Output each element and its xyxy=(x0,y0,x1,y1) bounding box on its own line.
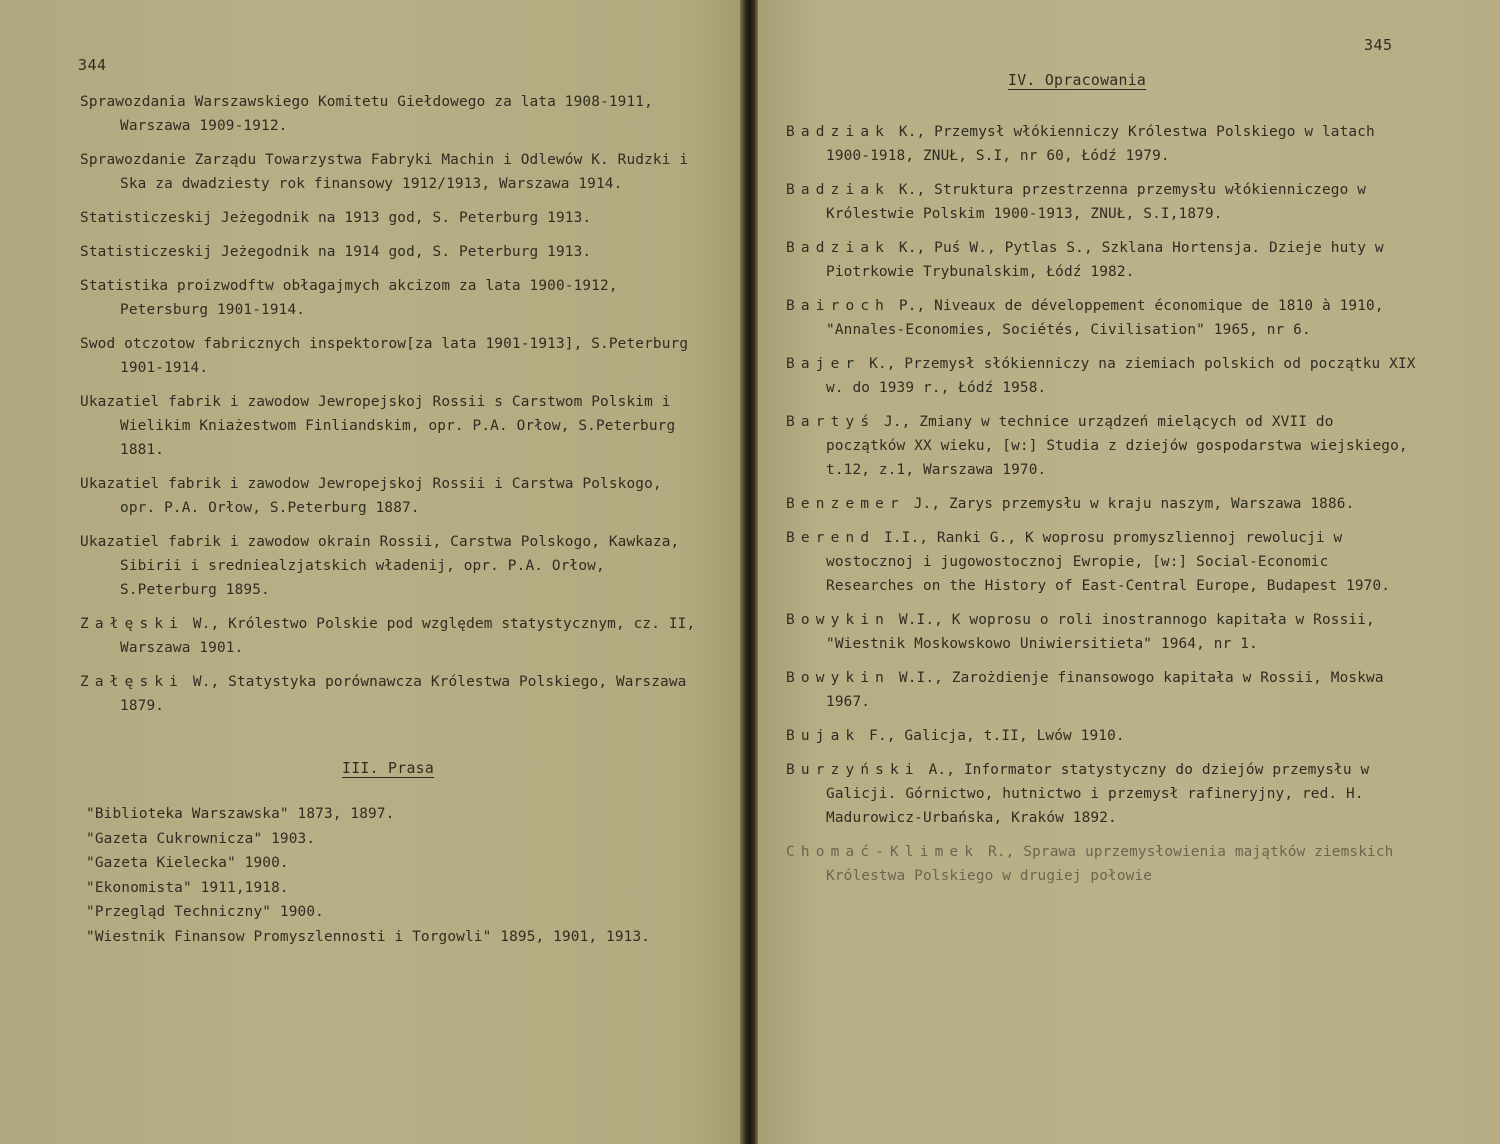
entry-author: Benzemer xyxy=(786,496,905,512)
bibliography-entry xyxy=(80,206,700,230)
entry-text: A., Informator statystyczny do dziejów przemysłu w Galicji. Górnictwo, hutnictwo i przemysł rafineryjny, red. H. Madurowicz-Urbańska, Kraków 1892. xyxy=(826,762,1370,826)
entry-text: R., Sprawa uprzemysłowienia majątków ziemskich Królestwa Polskiego w drugiej połowie xyxy=(826,844,1394,884)
entry-text: J., Zmiany w technice urządzeń mielących od XVII do początków XX wieku, [w:] Studia z dziejów gospodarstwa wiejskiego, t.12, z.1, Warszawa 1970. xyxy=(826,414,1408,478)
entry-text: Swod otczotow fabricznych inspektorow[za lata 1901-1913], S.Peterburg 1901-1914. xyxy=(80,336,689,376)
entry-author: Chomać-Klimek xyxy=(786,844,980,860)
entry-text: Sprawozdania Warszawskiego Komitetu Giełdowego za lata 1908-1911, Warszawa 1909-1912. xyxy=(80,94,653,134)
book-gutter xyxy=(740,0,758,1144)
bibliography-entry xyxy=(786,724,1420,748)
right-page xyxy=(758,0,1500,1144)
entry-text: Sprawozdanie Zarządu Towarzystwa Fabryki Machin i Odlewów K. Rudzki i Ska za dwadziesty rok finansowy 1912/1913, Warszawa 1914. xyxy=(80,152,689,192)
entry-author: Bartyś xyxy=(786,414,876,430)
right-bibliography-list xyxy=(786,120,1420,898)
bibliography-entry xyxy=(786,666,1420,714)
bibliography-entry xyxy=(786,526,1420,598)
entry-author: Załęski xyxy=(80,674,185,690)
entry-text: W.I., K woprosu o roli inostrannogo kapitała w Rossii, "Wiestnik Moskowskowo Uniwiersitieta" 1964, nr 1. xyxy=(826,612,1375,652)
section-heading-opracowania: IV. Opracowania xyxy=(1008,72,1147,89)
bibliography-entry xyxy=(786,608,1420,656)
left-bibliography-list xyxy=(80,90,700,728)
press-entry: "Gazeta Kielecka" 1900. xyxy=(86,855,289,871)
entry-text: Ukazatiel fabrik i zawodow Jewropejskoj Rossii i Carstwa Polskogo, opr. P.A. Orłow, S.Peterburg 1887. xyxy=(80,476,662,516)
bibliography-entry xyxy=(786,758,1420,830)
bibliography-entry xyxy=(80,332,700,380)
entry-text: K., Puś W., Pytlas S., Szklana Hortensja. Dzieje huty w Piotrkowie Trybunalskim, Łódź 1982. xyxy=(826,240,1384,280)
page-number-left: 344 xyxy=(78,56,107,74)
bibliography-entry xyxy=(786,294,1420,342)
entry-author: Bairoch xyxy=(786,298,891,314)
section-heading-prasa: III. Prasa xyxy=(342,760,435,777)
entry-text: P., Niveaux de développement économique de 1810 à 1910, "Annales-Economies, Sociétés, Civilisation" 1965, nr 6. xyxy=(826,298,1384,338)
press-entry: "Gazeta Cukrownicza" 1903. xyxy=(86,830,316,847)
bibliography-entry xyxy=(786,410,1420,482)
bibliography-entry xyxy=(80,240,700,264)
bibliography-entry xyxy=(786,120,1420,168)
bibliography-entry xyxy=(80,612,700,660)
bibliography-entry xyxy=(786,178,1420,226)
entry-author: Badziak xyxy=(786,182,891,198)
entry-text: Statisticzeskij Jeżegodnik na 1913 god, S. Peterburg 1913. xyxy=(80,210,592,226)
entry-text: W., Królestwo Polskie pod względem statystycznym, cz. II, Warszawa 1901. xyxy=(120,616,696,656)
page-number-right: 345 xyxy=(1364,36,1393,54)
entry-author: Bajer xyxy=(786,356,861,372)
bibliography-entry xyxy=(786,352,1420,400)
bibliography-entry xyxy=(786,492,1420,516)
bibliography-entry xyxy=(80,390,700,462)
entry-text: I.I., Ranki G., K woprosu promyszliennoj rewolucji w wostocznoj i jugowostocznoj Ewropie, [w:] Social-Economic Researches on the History of East-Central Europe, Budapest 1970. xyxy=(826,530,1391,594)
entry-text: Statistika proizwodftw obłagajmych akcizom za lata 1900-1912, Petersburg 1901-1914. xyxy=(80,278,618,318)
entry-text: K., Przemysł słókienniczy na ziemiach polskich od początku XIX w. do 1939 r., Łódź 1958. xyxy=(826,356,1416,396)
left-page xyxy=(0,0,740,1144)
bibliography-entry xyxy=(80,530,700,602)
entry-author: Bowykin xyxy=(786,612,891,628)
entry-author: Burzyński xyxy=(786,762,920,778)
press-entry: "Wiestnik Finansow Promyszlennosti i Torgowli" 1895, 1901, 1913. xyxy=(86,928,651,945)
press-entry: "Ekonomista" 1911,1918. xyxy=(86,879,289,896)
entry-author: Bowykin xyxy=(786,670,891,686)
bibliography-entry xyxy=(80,90,700,138)
bibliography-entry xyxy=(80,670,700,718)
entry-text: Ukazatiel fabrik i zawodow okrain Rossii, Carstwa Polskogo, Kawkaza, Sibirii i sredniealzjatskich władenij, opr. P.A. Orłow, S.Peterburg 1895. xyxy=(80,534,680,598)
entry-text: J., Zarys przemysłu w kraju naszym, Warszawa 1886. xyxy=(904,496,1355,512)
entry-text: K., Przemysł włókienniczy Królestwa Polskiego w latach 1900-1918, ZNUŁ, S.I, nr 60, Łódź 1979. xyxy=(826,124,1375,164)
entry-text: Statisticzeskij Jeżegodnik na 1914 god, S. Peterburg 1913. xyxy=(80,244,592,260)
entry-author: Bujak xyxy=(786,728,861,744)
bibliography-entry xyxy=(786,236,1420,284)
press-list xyxy=(86,802,686,949)
press-entry: "Biblioteka Warszawska" 1873, 1897. xyxy=(86,806,395,822)
bibliography-entry xyxy=(80,274,700,322)
entry-author: Badziak xyxy=(786,124,891,140)
bibliography-entry xyxy=(786,840,1420,888)
bibliography-entry xyxy=(80,148,700,196)
entry-text: K., Struktura przestrzenna przemysłu włókienniczego w Królestwie Polskim 1900-1913, ZNUŁ, S.I,1879. xyxy=(826,182,1367,222)
press-entry: "Przegląd Techniczny" 1900. xyxy=(86,904,324,920)
entry-author: Berend xyxy=(786,530,876,546)
entry-author: Załęski xyxy=(80,616,185,632)
entry-text: W.I., Zarożdienje finansowogo kapitała w Rossii, Moskwa 1967. xyxy=(826,670,1384,710)
entry-text: F., Galicja, t.II, Lwów 1910. xyxy=(860,728,1125,744)
entry-text: Ukazatiel fabrik i zawodow Jewropejskoj Rossii s Carstwom Polskim i Wielikim Kniażestwom Finliandskim, opr. P.A. Orłow, S.Peterburg 1881. xyxy=(80,394,676,458)
entry-author: Badziak xyxy=(786,240,891,256)
bibliography-entry xyxy=(80,472,700,520)
entry-text: W., Statystyka porównawcza Królestwa Polskiego, Warszawa 1879. xyxy=(120,674,687,714)
